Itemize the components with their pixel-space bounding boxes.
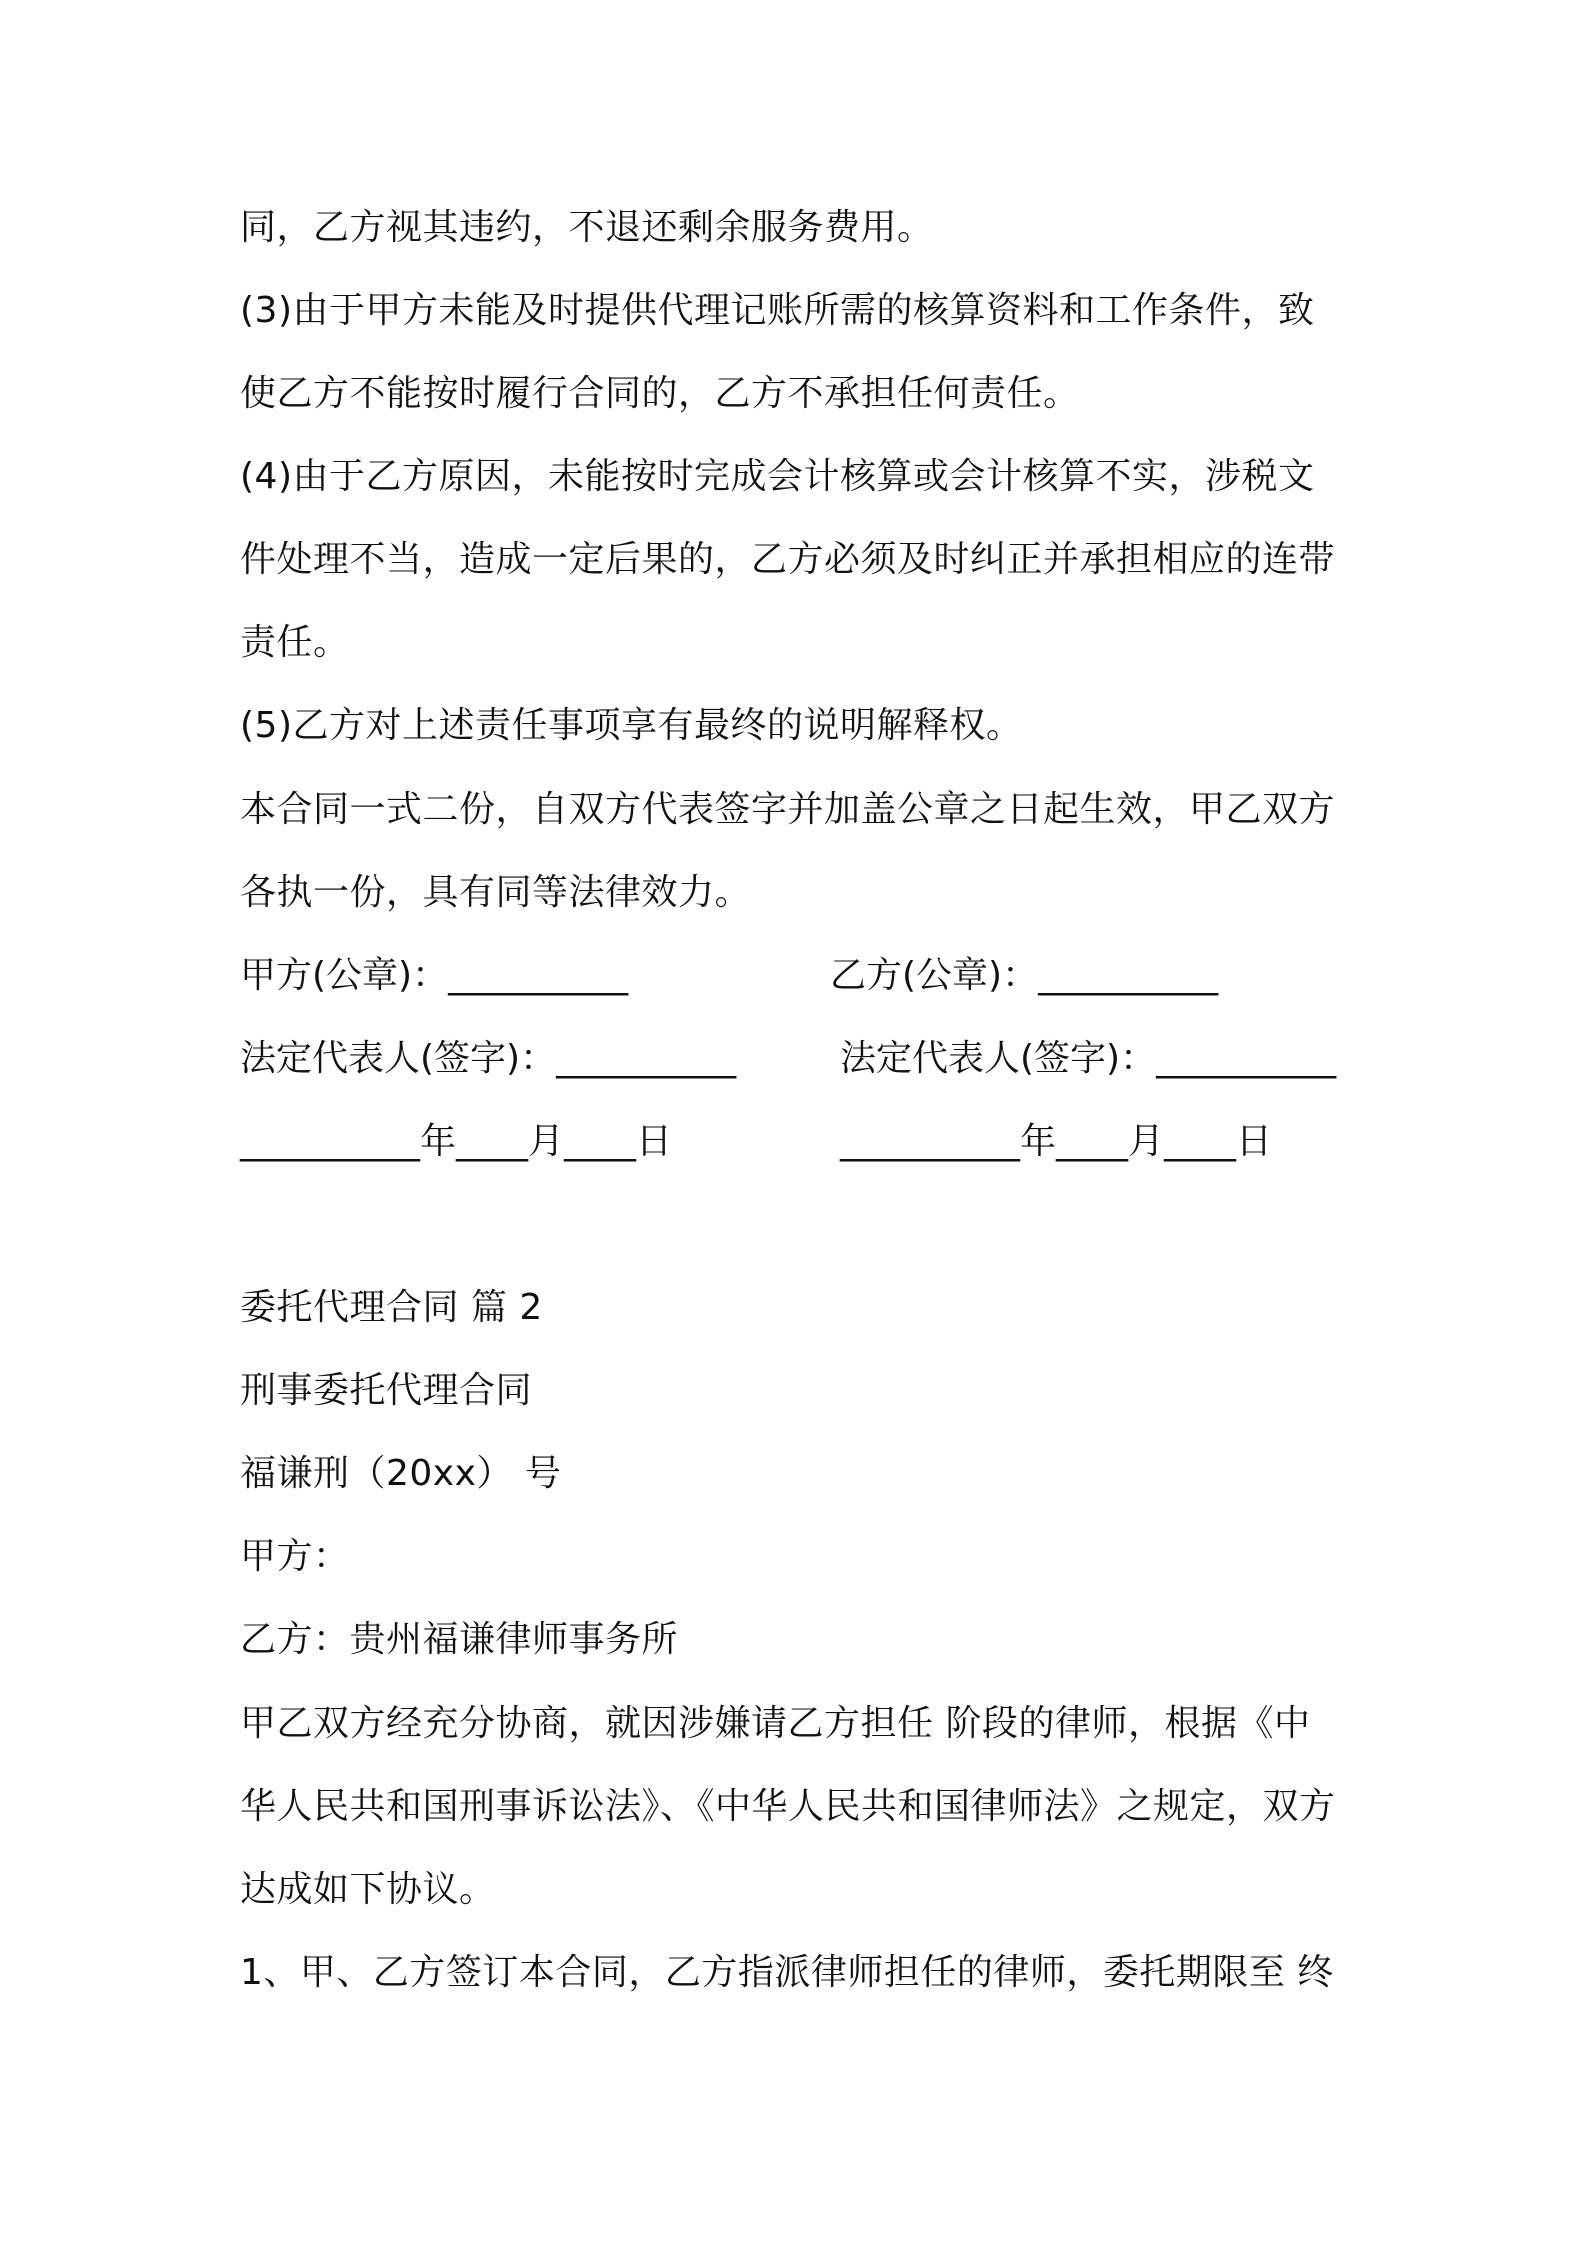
paragraph-line: 责任。 bbox=[240, 622, 350, 663]
paragraph-line: 华人民共和国刑事诉讼法》、《中华人民共和国律师法》之规定，双方 bbox=[240, 1786, 1336, 1827]
signature-row-seal bbox=[240, 952, 1360, 1000]
paragraph-line: 本合同一式二份，自双方代表签字并加盖公章之日起生效，甲乙双方 bbox=[240, 789, 1336, 830]
paragraph-line: 同，乙方视其违约，不退还剩余服务费用。 bbox=[240, 207, 934, 248]
contract-title: 刑事委托代理合同 bbox=[240, 1370, 533, 1411]
party-b-representative-field: 法定代表人(签字)：__________ bbox=[840, 1038, 1337, 1079]
party-b-seal-field: 乙方(公章)：__________ bbox=[830, 955, 1219, 996]
signature-row-date bbox=[240, 1118, 1360, 1166]
paragraph-line: 件处理不当，造成一定后果的，乙方必须及时纠正并承担相应的连带 bbox=[240, 539, 1336, 580]
paragraph-line: 1、甲、乙方签订本合同，乙方指派律师担任的律师，委托期限至 终 bbox=[240, 1952, 1334, 1993]
signature-row-representative bbox=[240, 1035, 1360, 1083]
party-a-seal-field: 甲方(公章)：__________ bbox=[240, 955, 629, 996]
party-b-label: 乙方：贵州福谦律师事务所 bbox=[240, 1619, 679, 1660]
paragraph-line: (5)乙方对上述责任事项享有最终的说明解释权。 bbox=[240, 705, 1023, 746]
section-heading: 委托代理合同 篇 2 bbox=[240, 1287, 543, 1328]
contract-number: 福谦刑（20xx） 号 bbox=[240, 1453, 562, 1494]
paragraph-line: 甲乙双方经充分协商，就因涉嫌请乙方担任 阶段的律师，根据《中 bbox=[240, 1703, 1311, 1744]
paragraph-line: (3)由于甲方未能及时提供代理记账所需的核算资料和工作条件，致 bbox=[240, 290, 1315, 331]
party-a-representative-field: 法定代表人(签字)：__________ bbox=[240, 1038, 737, 1079]
paragraph-line: 达成如下协议。 bbox=[240, 1869, 496, 1910]
party-a-date-field: __________年____月____日 bbox=[240, 1121, 672, 1162]
paragraph-line: (4)由于乙方原因，未能按时完成会计核算或会计核算不实，涉税文 bbox=[240, 456, 1315, 497]
paragraph-line: 使乙方不能按时履行合同的，乙方不承担任何责任。 bbox=[240, 373, 1080, 414]
party-a-label: 甲方： bbox=[240, 1536, 350, 1577]
party-b-date-field: __________年____月____日 bbox=[840, 1121, 1272, 1162]
paragraph-line: 各执一份，具有同等法律效力。 bbox=[240, 872, 752, 913]
